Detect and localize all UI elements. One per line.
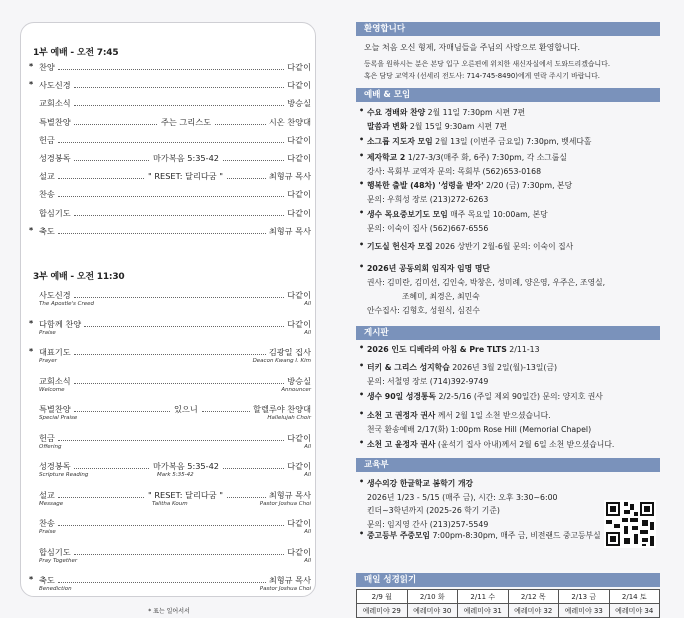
- item-title: 수요 경배와 찬양: [367, 108, 426, 117]
- service-row: [29, 225, 311, 241]
- item-leader-en: All: [304, 472, 311, 478]
- service-row: [29, 61, 311, 77]
- item-detail: 2월 13일 (이번주 금요일) 7:30pm, 벳세다홀: [432, 137, 592, 146]
- leader-dots: [58, 497, 144, 498]
- daily-reading-header: 매일 성경읽기: [356, 573, 660, 587]
- item-detail: 2/11-13: [506, 345, 540, 354]
- service-row: [33, 517, 311, 533]
- daily-reading-table: [356, 589, 660, 618]
- item-leader: 최형규 목사: [268, 489, 311, 500]
- item-label: 사도신경: [39, 80, 71, 91]
- item-detail: " RESET: 달리다굼 ": [148, 171, 224, 182]
- item-label: 성경봉독: [39, 461, 71, 471]
- reading-chapter: 예레미야 33: [559, 604, 610, 618]
- item-line: [367, 344, 540, 355]
- leader-dots: [74, 105, 285, 106]
- bullet: •: [359, 409, 365, 418]
- bullet: •: [359, 240, 365, 249]
- bullet: •: [359, 477, 365, 486]
- item-label: 다함께 찬양: [39, 318, 82, 329]
- item-label: 교회소식: [39, 98, 71, 109]
- item-detail: 문의: 임지영 간사 (213)257-5549: [367, 519, 489, 529]
- item-label: 헌금: [39, 432, 55, 443]
- item-line: [367, 180, 572, 191]
- item-detail: 문의: 이숙이 집사 (562)667-6556: [367, 224, 489, 233]
- item-label-en: Special Praise: [39, 415, 78, 421]
- item-leader: 다같이: [287, 80, 311, 91]
- reading-day: 2/9 월: [357, 590, 408, 604]
- item-leader-en: Pastor Joshua Choi: [259, 586, 311, 592]
- welcome-line3: 혹은 담당 교역자 (선세리 전도사: 714-745-8490)에게 연락 주시기 바랍니다.: [364, 72, 600, 80]
- item-leader-en: All: [304, 301, 311, 307]
- item-label: 특별찬양: [39, 116, 71, 127]
- item-detail: 2026년 3월 2일(월)-13일(금): [449, 363, 558, 372]
- item-detail: 문의: 우희성 장로 (213)272-6263: [367, 195, 489, 204]
- qr-code[interactable]: [604, 500, 656, 548]
- service-row: [33, 152, 311, 168]
- item-line: [367, 277, 605, 288]
- item-label: 합심기도: [39, 546, 71, 557]
- item-title: 제자학교 2: [367, 153, 406, 162]
- item-label-en: The Apostle's Creed: [39, 301, 95, 307]
- stand-mark: *: [29, 318, 34, 328]
- item-leader-en: All: [304, 529, 311, 535]
- item-line: [367, 362, 557, 373]
- item-label-en: Prayer: [39, 358, 57, 364]
- service-row: [33, 97, 311, 113]
- service-row: [33, 207, 311, 223]
- item-leader: 최형규 목사: [268, 575, 311, 585]
- service-row: [33, 170, 311, 186]
- leader-dots: [58, 69, 284, 70]
- item-leader: 다같이: [287, 546, 311, 557]
- item-line: [367, 410, 551, 421]
- item-leader: 다같이: [287, 134, 311, 145]
- item-leader: 다같이: [287, 518, 311, 528]
- item-leader: 최형규 목사: [268, 171, 311, 182]
- service-row: [33, 489, 311, 505]
- item-label: 축도: [39, 225, 55, 236]
- bullet: •: [359, 262, 365, 271]
- item-detail: 있으니: [174, 404, 198, 414]
- service-row: [33, 289, 311, 305]
- item-detail: 마가복음 5:35-42: [153, 153, 219, 163]
- footnote: * 표는 일어서서: [148, 608, 190, 615]
- item-title: 생수의강 한글학교 봄학기 개강: [367, 479, 474, 488]
- item-detail: 께서 2월 1일 소천 받으셨습니다.: [435, 411, 551, 420]
- item-label-en: Benediction: [39, 586, 72, 592]
- item-detail: 2월 11일 7:30pm 시편 7편: [425, 108, 526, 117]
- item-label-en: Praise: [39, 329, 56, 336]
- bullet: •: [359, 438, 365, 447]
- item-leader: 다같이: [287, 189, 311, 200]
- bullet: •: [359, 151, 365, 160]
- item-label: 축도: [39, 575, 55, 585]
- item-label-en: Scripture Reading: [39, 472, 89, 478]
- reading-day: 2/13 금: [559, 590, 610, 604]
- item-title: 말씀과 변화: [367, 122, 408, 131]
- item-leader-en: Announcer: [281, 386, 311, 393]
- item-label-en: Praise: [39, 529, 56, 535]
- item-label-en: Offering: [39, 443, 62, 450]
- leader-dots: [58, 142, 284, 143]
- item-leader-en: All: [304, 557, 311, 564]
- item-label-en: Pray Together: [39, 557, 78, 564]
- service3-title: 3부 예배 - 오전 11:30: [33, 272, 125, 282]
- item-title: 생수 목요중보기도 모임: [367, 210, 448, 219]
- item-title: 터키 & 그리스 성지학습: [367, 363, 450, 372]
- leader-dots: [74, 124, 157, 125]
- order-of-service-card: [20, 22, 316, 615]
- item-line: [367, 152, 567, 163]
- leader-dots: [202, 411, 250, 412]
- leader-dots: [58, 196, 284, 197]
- item-line: [367, 166, 541, 177]
- item-leader: 다같이: [287, 62, 311, 72]
- service-row: [33, 546, 311, 562]
- service-row: [33, 375, 311, 391]
- item-detail: 매주 목요일 10:00am, 본당: [447, 210, 548, 219]
- item-line: [367, 263, 490, 274]
- item-line: [367, 136, 591, 147]
- item-detail: 주는 그리스도: [161, 116, 212, 127]
- item-detail: 2월 15일 9:30am 시편 7편: [407, 122, 508, 131]
- item-detail: 2/20 (금) 7:30pm, 본당: [483, 181, 573, 190]
- service-row: [29, 79, 311, 95]
- item-detail: 강사: 목회부 교역자 문의: 목회부 (562)653-0168: [367, 167, 542, 176]
- stand-mark: *: [29, 62, 34, 71]
- item-title: 소천 고 윤정자 권사: [367, 440, 436, 449]
- education-header: 교육부: [356, 458, 660, 472]
- item-label: 찬양: [39, 62, 55, 72]
- item-line: [367, 391, 603, 402]
- item-line: [367, 107, 525, 118]
- service-row: [33, 188, 311, 204]
- item-leader: 다같이: [287, 432, 311, 443]
- item-line: [367, 241, 573, 252]
- item-leader: 방승실: [287, 375, 311, 386]
- stand-mark: *: [29, 347, 34, 356]
- leader-dots: [74, 554, 285, 555]
- leader-dots: [74, 297, 285, 298]
- item-label: 교회소식: [39, 375, 71, 386]
- welcome-line1: 오늘 처음 오신 형제, 자매님들을 주님의 사랑으로 환영합니다.: [364, 43, 581, 52]
- reading-chapter: 예레미야 31: [458, 604, 509, 618]
- leader-dots: [223, 160, 284, 161]
- bullet: •: [359, 361, 365, 370]
- item-leader: 다같이: [287, 153, 311, 163]
- service-row: [29, 574, 311, 592]
- item-line: [367, 530, 601, 541]
- item-line: [367, 424, 591, 435]
- stand-mark: *: [29, 80, 34, 90]
- leader-dots: [74, 160, 149, 161]
- leader-dots: [58, 440, 284, 441]
- welcome-header: 환영합니다: [356, 22, 660, 36]
- item-label: 찬송: [39, 518, 55, 528]
- service-row: [33, 432, 311, 448]
- item-leader-en: Hallelujah Choir: [267, 415, 311, 421]
- welcome-line2: 등록을 원하시는 분은 본당 입구 오른편에 위치한 새신자실에서 도와드리겠습니다.: [364, 60, 611, 68]
- leader-dots: [74, 215, 285, 216]
- leader-dots: [74, 354, 266, 355]
- bullet: •: [359, 135, 365, 144]
- board-header: 게시판: [356, 326, 660, 340]
- item-detail: 2/2-5/16 (주일 제외 90일간) 문의: 양지호 권사: [436, 392, 603, 401]
- item-detail: 천국 환송예배 2/17(화) 1:00pm Rose Hill (Memorial Chapel): [367, 425, 592, 434]
- item-label: 헌금: [39, 134, 55, 145]
- item-label: 찬송: [39, 189, 55, 200]
- item-leader: 방승실: [287, 98, 311, 109]
- bullet: •: [359, 208, 365, 217]
- leader-dots: [58, 178, 144, 179]
- leader-dots: [227, 178, 266, 179]
- leader-dots: [215, 124, 266, 125]
- stand-mark: *: [29, 225, 34, 235]
- item-detail: 2026 상반기 2월-6월 문의: 이숙이 집사: [432, 242, 574, 251]
- reading-chapter: 예레미야 32: [508, 604, 559, 618]
- leader-dots: [74, 383, 285, 384]
- item-line: [367, 209, 548, 220]
- item-detail: 마가복음 5:35-42: [153, 461, 219, 471]
- item-label: 설교: [39, 489, 55, 500]
- item-title: 소천 고 권정자 권사: [367, 411, 436, 420]
- item-leader-en: All: [304, 329, 311, 336]
- bullet: •: [359, 179, 365, 188]
- item-leader: 다같이: [287, 461, 311, 471]
- bullet: •: [359, 106, 365, 115]
- item-detail: 권사: 김미란, 김미선, 김인숙, 박창은, 성미례, 양은영, 우주은, 조영실,: [367, 278, 606, 287]
- item-line: [367, 121, 507, 132]
- reading-day: 2/12 목: [508, 590, 559, 604]
- item-detail: 조혜미, 최경은, 최민숙: [402, 292, 480, 301]
- item-title: 기도실 헌신자 모집: [367, 242, 433, 251]
- item-leader: 할렐루야 찬양대: [253, 404, 311, 414]
- item-detail: (윤석기 집사 아내)께서 2월 6일 소천 받으셨습니다.: [435, 440, 615, 449]
- item-leader-en: Pastor Joshua Choi: [259, 500, 311, 507]
- leader-dots: [84, 326, 284, 327]
- item-line: [367, 223, 488, 234]
- item-label: 합심기도: [39, 207, 71, 218]
- item-label-en: Welcome: [39, 386, 65, 393]
- item-detail: 문의: 서철영 장로 (714)392-9749: [367, 377, 489, 386]
- service-row: [33, 116, 311, 132]
- item-label: 특별찬양: [39, 404, 71, 414]
- item-detail: 안수집사: 김형호, 성원식, 심진수: [367, 306, 480, 315]
- item-leader: 시온 찬양대: [268, 116, 311, 127]
- service-row: [33, 460, 311, 476]
- service-row: [33, 134, 311, 150]
- leader-dots: [74, 468, 149, 469]
- item-leader: 다같이: [287, 318, 311, 329]
- service-row: [29, 318, 311, 336]
- item-detail: " RESET: 달리다굼 ": [148, 489, 224, 500]
- item-leader: 김광일 집사: [268, 347, 311, 357]
- item-leader: 다같이: [287, 290, 311, 300]
- item-line: [367, 376, 488, 387]
- leader-dots: [227, 497, 266, 498]
- leader-dots: [223, 468, 284, 469]
- item-title: 2026년 공동의회 임직자 임명 명단: [367, 264, 490, 273]
- item-line: [367, 492, 558, 503]
- item-label-en: Message: [39, 500, 64, 507]
- item-label: 설교: [39, 171, 55, 182]
- leader-dots: [74, 411, 170, 412]
- item-detail: 1/27-3/3(매주 화, 6주) 7:30pm, 각 소그룹실: [405, 153, 567, 162]
- item-title: 중고등부 주중모임: [367, 531, 430, 540]
- item-title: 소그룹 지도자 모임: [367, 137, 433, 146]
- reading-day: 2/11 수: [458, 590, 509, 604]
- item-leader-en: All: [304, 443, 311, 450]
- reading-chapter: 예레미야 34: [609, 604, 660, 618]
- leader-dots: [58, 582, 266, 583]
- item-label: 성경봉독: [39, 153, 71, 163]
- item-leader: 다같이: [287, 207, 311, 218]
- reading-day: 2/14 토: [609, 590, 660, 604]
- reading-chapter: 예레미야 29: [357, 604, 408, 618]
- item-detail-en: Talitha Koum: [152, 500, 188, 507]
- service-row: [33, 403, 311, 419]
- leader-dots: [58, 233, 266, 234]
- item-detail: 7:00pm-8:30pm, 매주 금, 비전랜드 중고등부실: [429, 531, 601, 540]
- item-detail: 킨더~3학년까지 (2025-26 학기 기준): [367, 506, 500, 515]
- service-row: [29, 346, 311, 364]
- item-label: 대표기도: [39, 347, 71, 357]
- leader-dots: [58, 525, 284, 526]
- bullet: •: [359, 343, 365, 352]
- item-leader-en: Deacon Kwang I. Kim: [252, 358, 311, 364]
- item-leader: 최형규 목사: [268, 225, 311, 236]
- item-title: 생수 90일 성경통독: [367, 392, 437, 401]
- reading-day: 2/10 화: [407, 590, 458, 604]
- worship-header: 예배 & 모임: [356, 88, 660, 102]
- service1-title: 1부 예배 - 오전 7:45: [33, 48, 119, 58]
- leader-dots: [74, 87, 285, 88]
- item-label: 사도신경: [39, 290, 71, 300]
- item-detail-en: Mark 5:35-42: [157, 472, 194, 478]
- reading-chapter: 예레미야 30: [407, 604, 458, 618]
- stand-mark: *: [29, 575, 34, 584]
- bullet: •: [359, 390, 365, 399]
- item-title: 2026 인도 디베라의 아침 & Pre TLTS: [367, 345, 507, 354]
- item-line: [367, 478, 473, 489]
- item-title: 행복한 출발 (48차) '성령을 받자': [367, 181, 484, 190]
- item-detail: 2026년 1/23 - 5/15 (매주 금), 시간: 오후 3:30~6:00: [367, 492, 558, 502]
- bullet: •: [359, 529, 365, 538]
- item-line: [367, 439, 614, 450]
- item-line: [367, 194, 488, 205]
